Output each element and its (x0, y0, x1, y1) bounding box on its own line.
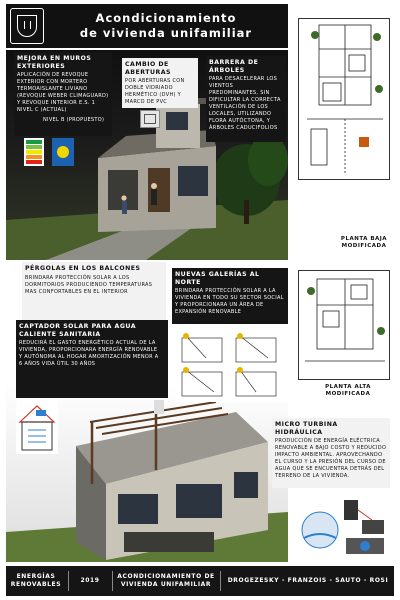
footer-year: 2019 (80, 577, 100, 584)
footer-authors: DROGEZESKY - FRANZOIS - SAUTO - ROSI (227, 577, 389, 584)
block-windows (122, 58, 198, 108)
product-bag-image (52, 138, 74, 166)
upper-floor-plan-drawing (299, 271, 391, 381)
pergolas-heading: PÉRGOLAS EN LOS BALCONES (25, 265, 141, 272)
university-logo (10, 8, 44, 44)
block-trees (206, 56, 286, 142)
windows-heading: CAMBIO DE ABERTURAS (125, 61, 171, 76)
turbine-body: PRODUCCIÓN DE ENERGÍA ELÉCTRICA RENOVABLE A BAJO COSTO Y REDUCIDO IMPACTO AMBIENTAL. APROVECHANDO EL CURSO Y LA PRESIÓN DEL CURSO DE AGUA QUE SE ENCUENTRA DETRÁS DEL TERRENO DE LA VIVIENDA. (275, 438, 387, 479)
collector-heading: CAPTADOR SOLAR PARA AGUA CALIENTE SANITARIA (19, 323, 137, 338)
walls-body: APLICACIÓN DE REVOQUE EXTERIOR CON MORTERO TERMOAISLANTE LIVIANO (REVOQUE WEBER CLIMAGUARD) Y REVOQUE INTERIOR E.S. 1 NIVEL C (ACTUAL) (17, 72, 109, 113)
block-walls (14, 52, 112, 136)
walls-heading: MEJORA EN MUROS EXTERIORES (17, 55, 92, 70)
pergolas-body: BRINDARA PROTECCIÓN SOLAR A LOS DORMITORIOS PRODUCIENDO TEMPERATURAS MAS CONFORTABLES EN EL INTERIOR (25, 274, 153, 295)
walls-badge: NIVEL B (PROPUESTO) (43, 117, 105, 123)
block-galleries (172, 268, 288, 324)
turbine-illustration (300, 490, 392, 562)
block-pergolas (22, 262, 166, 322)
footer-subject: ENERGÍAS RENOVABLES (10, 573, 62, 588)
ground-floor-label: PLANTA BAJA MODIFICADA (340, 236, 388, 249)
sun-path-diagram (176, 328, 288, 402)
block-solar-collector (16, 320, 168, 398)
header (6, 4, 288, 48)
block-hydro-turbine (272, 418, 390, 488)
footer (6, 566, 394, 596)
galleries-heading: NUEVAS GALERÍAS AL NORTE (175, 271, 260, 286)
trees-body: PARA DESACELERAR LOS VIENTOS PREDOMINANTES, SIN DIFICULTAR LA CORRECTA VENTILACIÓN DE LOS LOCALES, UTILIZANDO FLORA AUTÓCTONA, Y ÁRBOLES CADUCIFOLIOS (209, 76, 281, 131)
energy-rating-label (24, 138, 44, 166)
collector-body: REDUCIRÁ EL GASTO ENERGÉTICO ACTUAL DE LA VIVIENDA, PROPORCIONARA ENERGÍA RENOVABLE Y AUTÓNOMA AL HOGAR AMORTIZACIÓN MENOR A 6 AÑOS VIDA ÚTIL 30 AÑOS (19, 340, 159, 367)
ground-floor-plan-drawing (299, 19, 391, 181)
collector-house-icon (16, 400, 58, 454)
ground-floor-plan (298, 18, 390, 180)
poster-title: Acondicionamiento de vivienda unifamiliar (79, 11, 253, 40)
footer-project: ACONDICIONAMIENTO DE VIVIENDA UNIFAMILIAR (117, 573, 215, 588)
windows-body: POR ABERTURAS CON DOBLE VIDRIADO HERMÉTICO (DVH) Y MARCO DE PVC (125, 78, 185, 105)
solar-angle-diagrams (176, 328, 288, 402)
galleries-body: BRINDARA PROTECCIÓN SOLAR A LA VIVIENDA EN TODO SU SECTOR SOCIAL Y PROPORCIONARA UN ÁREA DE EXPANSIÓN RENOVABLE (175, 288, 284, 315)
upper-floor-label: PLANTA ALTA MODIFICADA (325, 384, 371, 397)
trees-heading: BARRERA DE ÁRBOLES (209, 59, 259, 74)
turbine-system-diagram (300, 490, 392, 562)
turbine-heading: MICRO TURBINA HIDRÁULICA (275, 421, 338, 436)
upper-floor-plan (298, 270, 390, 380)
window-detail-image (140, 110, 160, 128)
solar-collector-diagram (16, 400, 58, 454)
